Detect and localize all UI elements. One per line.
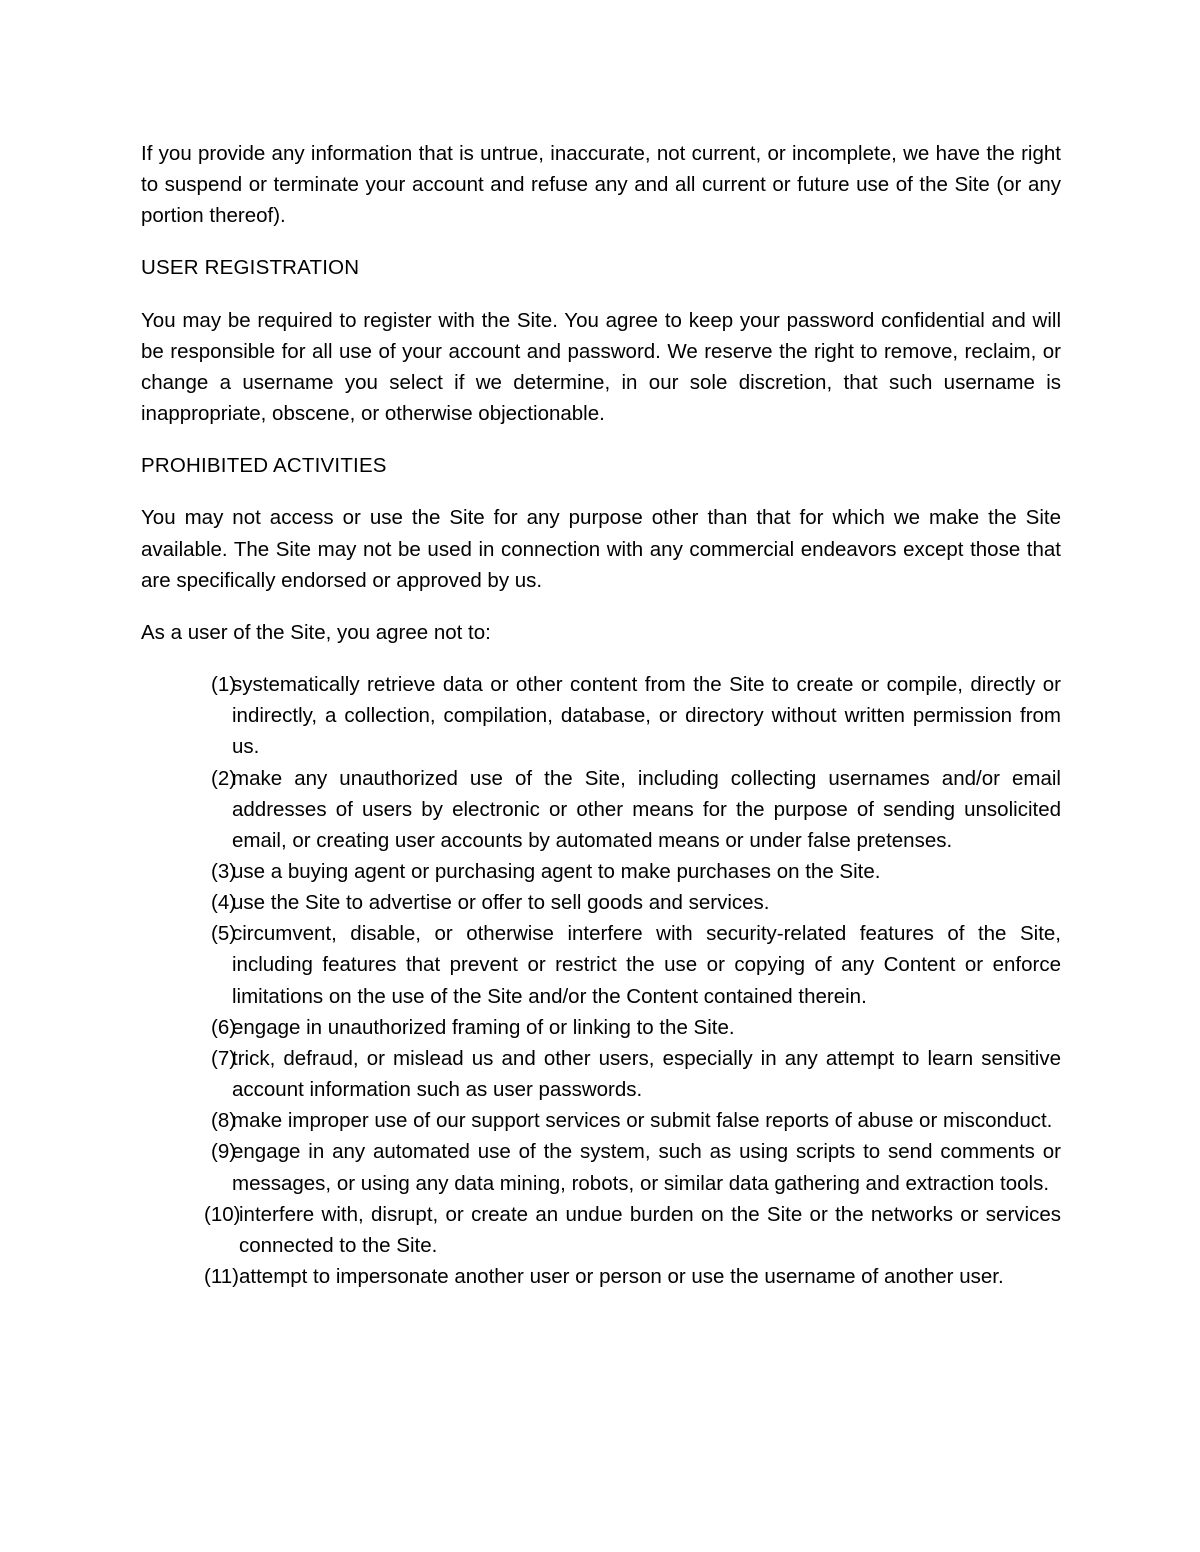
list-item-marker: (5) [211, 922, 237, 946]
document-body [141, 138, 1061, 1292]
list-item [176, 1043, 1061, 1105]
list-item-text: engage in unauthorized framing of or linking to the Site. [232, 1015, 735, 1039]
paragraph-user-registration: You may be required to register with the Site. You agree to keep your password confidential and will be responsible for all use of your account and password. We reserve the right to remove, reclaim, or change a username you select if we determine, in our sole discretion, that such username is inappropriate, obscene, or otherwise objectionable. [141, 308, 1061, 426]
list-item-marker: (8) [211, 1109, 237, 1133]
list-item [176, 1199, 1061, 1261]
list-item [176, 763, 1061, 856]
list-item-text: use the Site to advertise or offer to sell goods and services. [232, 891, 770, 915]
list-item-text: trick, defraud, or mislead us and other users, especially in any attempt to learn sensitive account information such as user passwords. [232, 1046, 1061, 1102]
list-item-text: systematically retrieve data or other content from the Site to create or compile, directly or indirectly, a collection, compilation, database, or directory without written permission from us. [232, 673, 1061, 759]
list-item [176, 1261, 1061, 1292]
heading-user-registration: USER REGISTRATION [141, 256, 360, 280]
list-item-text: attempt to impersonate another user or person or use the username of another user. [239, 1265, 1004, 1288]
list-item-marker: (6) [211, 1015, 237, 1039]
paragraph-list-lead-in: As a user of the Site, you agree not to: [141, 620, 491, 644]
prohibited-activities-list [176, 669, 1061, 1292]
paragraph-prohibited-activities: You may not access or use the Site for any purpose other than that for which we make the Site available. The Site may not be used in connection with any commercial endeavors except those that are specifically endorsed or approved by us. [141, 506, 1061, 592]
list-item-marker: (11) [204, 1265, 239, 1288]
list-item-marker: (7) [211, 1046, 237, 1070]
list-item-text: use a buying agent or purchasing agent to make purchases on the Site. [232, 859, 881, 883]
list-item-text: circumvent, disable, or otherwise interfere with security-related features of the Site, including features that prevent or restrict the use or copying of any Content or enforce limitations on the use of the Site and/or the Content contained therein. [232, 922, 1061, 1008]
list-item [176, 1136, 1061, 1198]
list-item-text: make any unauthorized use of the Site, including collecting usernames and/or email addresses of users by electronic or other means for the purpose of sending unsolicited email, or creating user accounts by automated means or under false pretenses. [232, 766, 1061, 852]
list-item [176, 1012, 1061, 1043]
list-item [176, 1105, 1061, 1136]
list-item-marker: (2) [211, 766, 237, 790]
list-item [176, 669, 1061, 762]
prohibited-list-wrapper [141, 669, 1061, 1292]
list-item-marker: (3) [211, 859, 237, 883]
list-item-marker: (4) [211, 891, 237, 915]
list-item-marker: (10) [204, 1202, 241, 1226]
heading-prohibited-activities: PROHIBITED ACTIVITIES [141, 454, 387, 478]
list-item-text: engage in any automated use of the system, such as using scripts to send comments or messages, or using any data mining, robots, or similar data gathering and extraction tools. [232, 1140, 1061, 1195]
list-item-marker: (1) [211, 673, 237, 697]
list-item-marker: (9) [211, 1140, 237, 1164]
list-item [176, 887, 1061, 918]
paragraph-intro: If you provide any information that is untrue, inaccurate, not current, or incomplete, we have the right to suspend or terminate your account and refuse any and all current or future use of the Site (or any portion thereof). [141, 142, 1061, 228]
list-item [176, 918, 1061, 1011]
list-item-text: make improper use of our support services or submit false reports of abuse or misconduct. [232, 1109, 1053, 1133]
list-item-text: interfere with, disrupt, or create an undue burden on the Site or the networks or services connected to the Site. [239, 1202, 1061, 1257]
list-item [176, 856, 1061, 887]
